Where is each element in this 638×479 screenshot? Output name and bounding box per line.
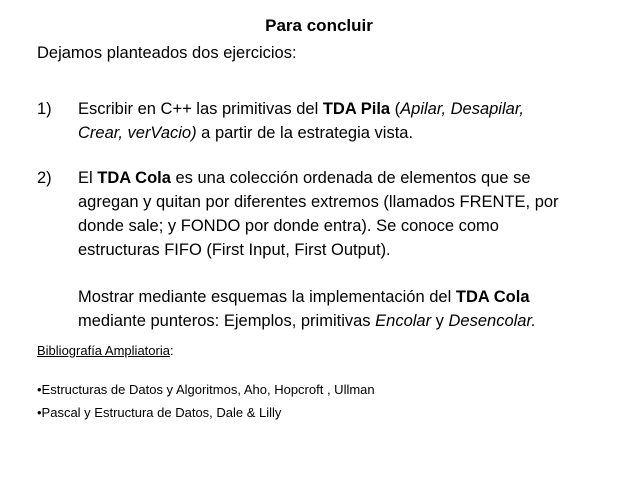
- exercise-2-paragraph-2: [37, 285, 627, 333]
- desencolar-italic: Desencolar.: [448, 312, 536, 330]
- bibliography-colon: :: [169, 343, 174, 358]
- exercise-1: [37, 97, 627, 145]
- text-run: Escribir en C++ las primitivas del: [78, 100, 323, 118]
- exercise-2-number: 2): [37, 169, 52, 187]
- bibliography-heading: Bibliografía Ampliatoria: [37, 343, 170, 358]
- bibliography-heading-line: [37, 342, 174, 359]
- exercise-2-paragraph-2-body: [78, 285, 627, 333]
- primitives-italic: Crear, verVacio): [78, 124, 197, 142]
- tda-pila-label: TDA Pila: [322, 100, 391, 118]
- text-run: mediante punteros: Ejemplos, primitivas: [78, 312, 376, 330]
- intro-text: Dejamos planteados dos ejercicios:: [37, 44, 297, 62]
- exercise-2-line-4: estructuras FIFO (First Input, First Output).: [78, 241, 391, 259]
- text-run: y: [431, 312, 449, 330]
- exercise-2-line-1: [78, 166, 627, 190]
- exercise-1-body: [78, 97, 627, 145]
- primitives-italic: Apilar, Desapilar,: [400, 100, 524, 118]
- exercise-2-p2-line-1: [78, 285, 627, 309]
- text-run: El: [78, 169, 98, 187]
- text-run: a partir de la estrategia vista.: [196, 124, 414, 142]
- exercise-2-body: [78, 166, 627, 262]
- exercise-2-line-3: donde sale; y FONDO por donde entra). Se conoce como: [78, 217, 499, 235]
- exercise-2-p2-line-2: [78, 309, 627, 333]
- encolar-italic: Encolar: [375, 312, 432, 330]
- exercise-2: [37, 166, 627, 262]
- text-run: (: [390, 100, 401, 118]
- slide-title: Para concluir: [265, 16, 373, 35]
- bibliography-ref-2: •Pascal y Estructura de Datos, Dale & Lilly: [37, 405, 282, 420]
- tda-cola-label: TDA Cola: [97, 169, 171, 187]
- exercise-1-number: 1): [37, 100, 52, 118]
- text-run: Mostrar mediante esquemas la implementación del: [78, 288, 456, 306]
- exercise-1-line-1: [78, 97, 627, 121]
- exercise-2-line-2: agregan y quitan por diferentes extremos (llamados FRENTE, por: [78, 193, 559, 211]
- bibliography-ref-1: •Estructuras de Datos y Algoritmos, Aho, Hopcroft , Ullman: [37, 382, 375, 397]
- exercise-1-line-2: [78, 121, 627, 145]
- tda-cola-label: TDA Cola: [455, 288, 530, 306]
- text-run: es una colección ordenada de elementos que se: [170, 169, 531, 187]
